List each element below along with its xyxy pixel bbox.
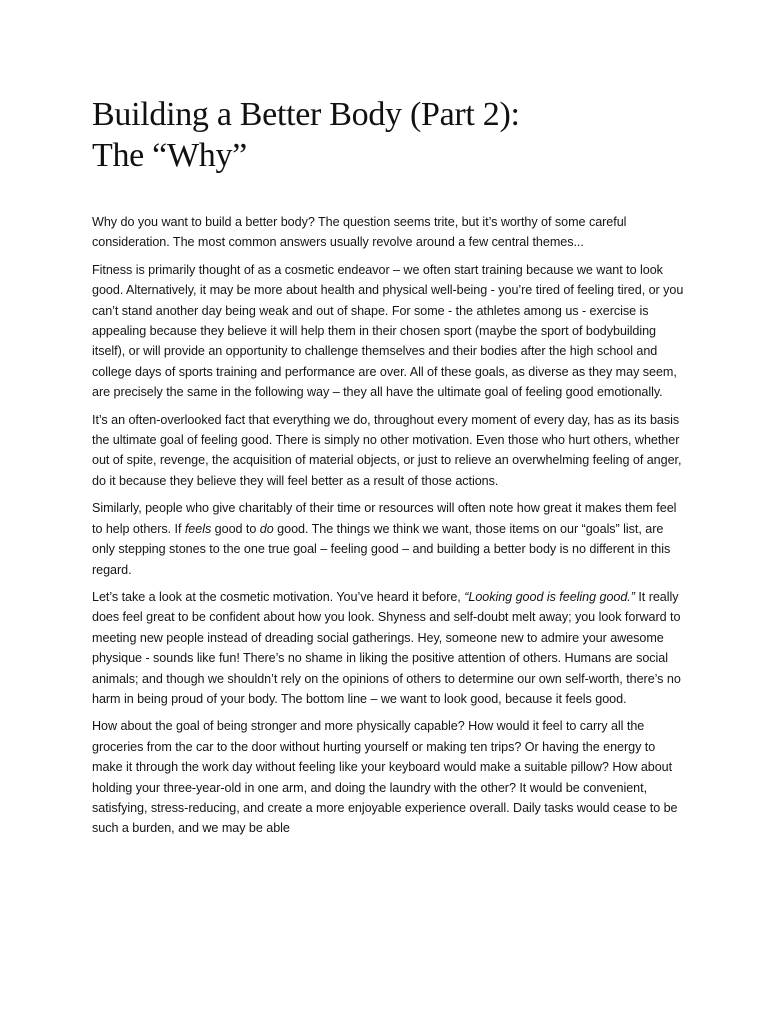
document-page <box>92 94 686 846</box>
title-line-1: Building a Better Body (Part 2): <box>92 96 520 133</box>
paragraph-5-part-b: It really does feel great to be confident about how you look. Shyness and self-doubt melt away; you look forward to meeting new people instead of dreading social gatherings. Hey, someone new to admire your awesome physique - sounds like fun! There’s no shame in liking the positive attention of others. Humans are social animals; and though we shouldn’t rely on the opinions of others to determine our own self-worth, there’s no harm in being proud of your body. The bottom line – we want to look good, because it feels good. <box>92 589 681 706</box>
paragraph-5-quote: “Looking good is feeling good.” <box>464 589 635 604</box>
paragraph-5-part-a: Let’s take a look at the cosmetic motivation. You’ve heard it before, <box>92 589 465 604</box>
paragraph-4-part-c: good. The things we think we want, those items on our “goals” list, are only stepping stones to the one true goal – feeling good – and building a better body is no different in this regard. <box>92 521 671 577</box>
paragraph-5 <box>92 587 686 709</box>
paragraph-6: How about the goal of being stronger and more physically capable? How would it feel to carry all the groceries from the car to the door without hurting yourself or making ten trips? Or having the energy to make it through the work day without feeling like your keyboard would make a suitable pillow? How about holding your three-year-old in one arm, and doing the laundry with the other? It would be convenient, satisfying, stress-reducing, and create a more enjoyable experience overall. Daily tasks would cease to be such a burden, and we may be able <box>92 719 678 836</box>
paragraph-4-part-a: Similarly, people who give charitably of their time or resources will often note how great it makes them feel to help others. If <box>92 501 677 536</box>
paragraph-2: Fitness is primarily thought of as a cosmetic endeavor – we often start training because we want to look good. Alternatively, it may be more about health and physical well-being - you’re tired of feeling tired, or you can’t stand another day being weak and out of shape. For some - the athletes among us - exercise is appealing because they believe it will help them in their chosen sport (maybe the sport of bodybuilding itself), or will provide an opportunity to challenge themselves and their bodies after the high school and college days of sports training and performance are over. All of these goals, as diverse as they may seem, are precisely the same in the following way – they all have the ultimate goal of feeling good emotionally. <box>92 262 684 400</box>
paragraph-4 <box>92 498 686 580</box>
title-line-2: The “Why” <box>92 137 247 174</box>
paragraph-3: It’s an often-overlooked fact that everything we do, throughout every moment of every day, has as its basis the ultimate goal of feeling good. There is simply no other motivation. Even those who hurt others, whether out of spite, revenge, the acquisition of material objects, or just to relieve an overwhelming feeling of anger, do it because they believe they will feel better as a result of those actions. <box>92 412 682 488</box>
paragraph-4-emphasis-feels: feels <box>184 521 212 536</box>
document-title <box>92 94 686 176</box>
paragraph-4-emphasis-do: do <box>259 521 274 536</box>
paragraph-1: Why do you want to build a better body? The question seems trite, but it’s worthy of some careful consideration. The most common answers usually revolve around a few central themes... <box>92 215 627 250</box>
paragraph-4-part-b: good to <box>211 521 260 536</box>
